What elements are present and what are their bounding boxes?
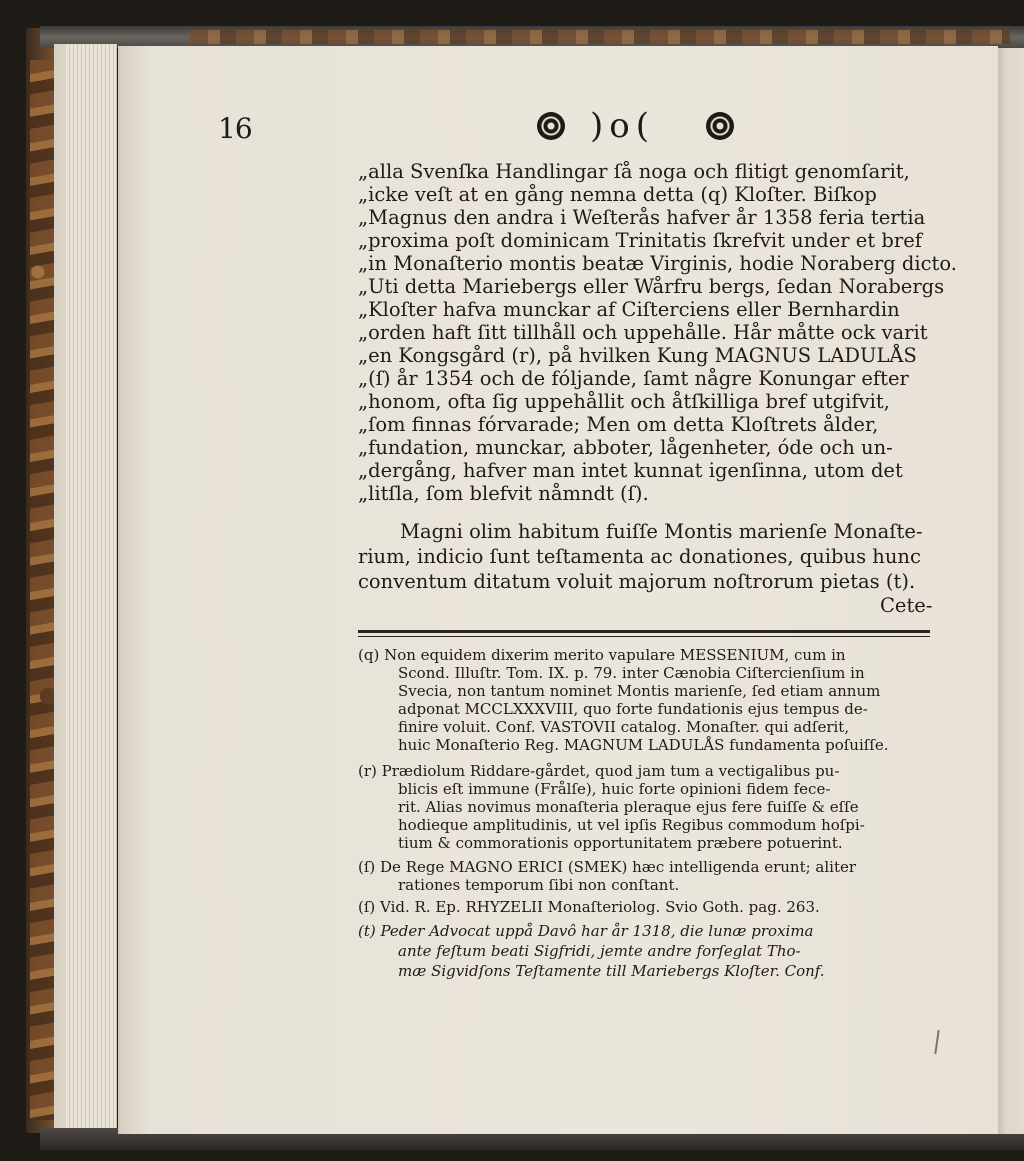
facing-page-edge xyxy=(994,48,1024,1134)
text-line: conventum ditatum voluit majorum noſtrorum pietas (t). xyxy=(358,570,916,593)
footnote-line: mæ Sigvidſons Teſtamente till Mariebergs Kloſter. Conf. xyxy=(398,962,825,980)
page-stack-edge xyxy=(66,44,117,1130)
footnote-line: hodieque amplitudinis, ut vel ipſis Regibus commodum hoſpi- xyxy=(398,816,865,834)
text-line: „litſla, ſom blefvit nåmndt (ſ). xyxy=(358,482,649,505)
text-line: „(ſ) år 1354 och de fóljande, ſamt någre Konungar efter xyxy=(358,367,909,390)
footnote-line: rit. Alias novimus monaſteria pleraque ejus fere fuiſſe & eſſe xyxy=(398,798,859,816)
marbled-top-edge xyxy=(190,30,1010,44)
footnote-line: adponat MCCLXXXVIII, quo forte fundationis ejus tempus de- xyxy=(398,700,868,718)
footnote-rule xyxy=(358,630,930,633)
footnote-line: (ſ) Vid. R. Ep. RHYZELII Monaſteriolog. Svio Goth. pag. 263. xyxy=(358,898,820,916)
text-line: „ſom finnas fórvarade; Men om detta Kloſtrets ålder, xyxy=(358,413,879,436)
text-line: „Magnus den andra i Weſterås hafver år 1358 feria tertia xyxy=(358,206,926,229)
page-number: 16 xyxy=(218,112,252,145)
text-line: „dergång, hafver man intet kunnat igenſinna, utom det xyxy=(358,459,903,482)
text-line: „honom, ofta ſig uppehållit och åtſkilliga bref utgifvit, xyxy=(358,390,890,413)
header-ornament: )o( xyxy=(590,106,655,146)
text-line: „alla Svenſka Handlingar ſå noga och flitigt genomſarit, xyxy=(358,160,910,183)
footnote-line: (t) Peder Advocat uppå Davô har år 1318, die lunæ proxima xyxy=(358,922,814,940)
footnote-line: (ſ) De Rege MAGNO ERICI (SMEK) hæc intelligenda erunt; aliter xyxy=(358,858,857,876)
text-line: „proxima poſt dominicam Trinitatis ſkrefvit under et bref xyxy=(358,229,922,252)
footnote-line: (r) Prædiolum Riddare-gårdet, quod jam tum a vectigalibus pu- xyxy=(358,762,840,780)
footnote-line: finire voluit. Conf. VASTOVII catalog. Monaſter. qui adſerit, xyxy=(398,718,850,736)
marbled-cover-edge xyxy=(30,60,56,1120)
text-line: Magni olim habitum fuiſſe Montis marienſe Monaſte- xyxy=(400,520,923,543)
footnote-line: (q) Non equidem dixerim merito vapulare MESSENIUM, cum in xyxy=(358,646,846,664)
text-line: „Uti detta Mariebergs eller Wårfru bergs, ſedan Norabergs xyxy=(358,275,945,298)
footnote-line: huic Monaſterio Reg. MAGNUM LADULÅS fundamenta poſuiſſe. xyxy=(398,736,889,754)
rosette-ornament-icon xyxy=(537,112,565,140)
text-line: „icke veſt at en gång nemna detta (q) Kloſter. Biſkop xyxy=(358,183,877,206)
text-line: „en Kongsgård (r), på hvilken Kung MAGNUS LADULÅS xyxy=(358,344,917,367)
catchword: Cete- xyxy=(880,594,933,617)
rosette-ornament-icon xyxy=(706,112,734,140)
text-line: „orden haft ſitt tillhåll och uppehålle. Hår måtte ock varit xyxy=(358,321,928,344)
text-line: rium, indicio ſunt teſtamenta ac donationes, quibus hunc xyxy=(358,545,921,568)
footnote-line: Svecia, non tantum nominet Montis marienſe, ſed etiam annum xyxy=(398,682,881,700)
text-line: „in Monaſterio montis beatæ Virginis, hodie Noraberg dicto. xyxy=(358,252,957,275)
footnote-line: blicis eſt immune (Frålſe), huic forte opinioni fidem fece- xyxy=(398,780,831,798)
text-line: „Kloſter hafva munckar af Ciſterciens eller Bernhardin xyxy=(358,298,900,321)
footnote-line: ante feſtum beati Sigfridi, jemte andre forſeglat Tho- xyxy=(398,942,801,960)
footnote-rule xyxy=(358,636,930,637)
footnote-line: tium & commorationis opportunitatem præbere potuerint. xyxy=(398,834,843,852)
footnote-line: rationes temporum ſibi non conſtant. xyxy=(398,876,680,894)
text-line: „fundation, munckar, abboter, lågenheter, óde och un- xyxy=(358,436,893,459)
footnote-line: Scond. Illuſtr. Tom. IX. p. 79. inter Cænobia Ciſtercienſium in xyxy=(398,664,865,682)
